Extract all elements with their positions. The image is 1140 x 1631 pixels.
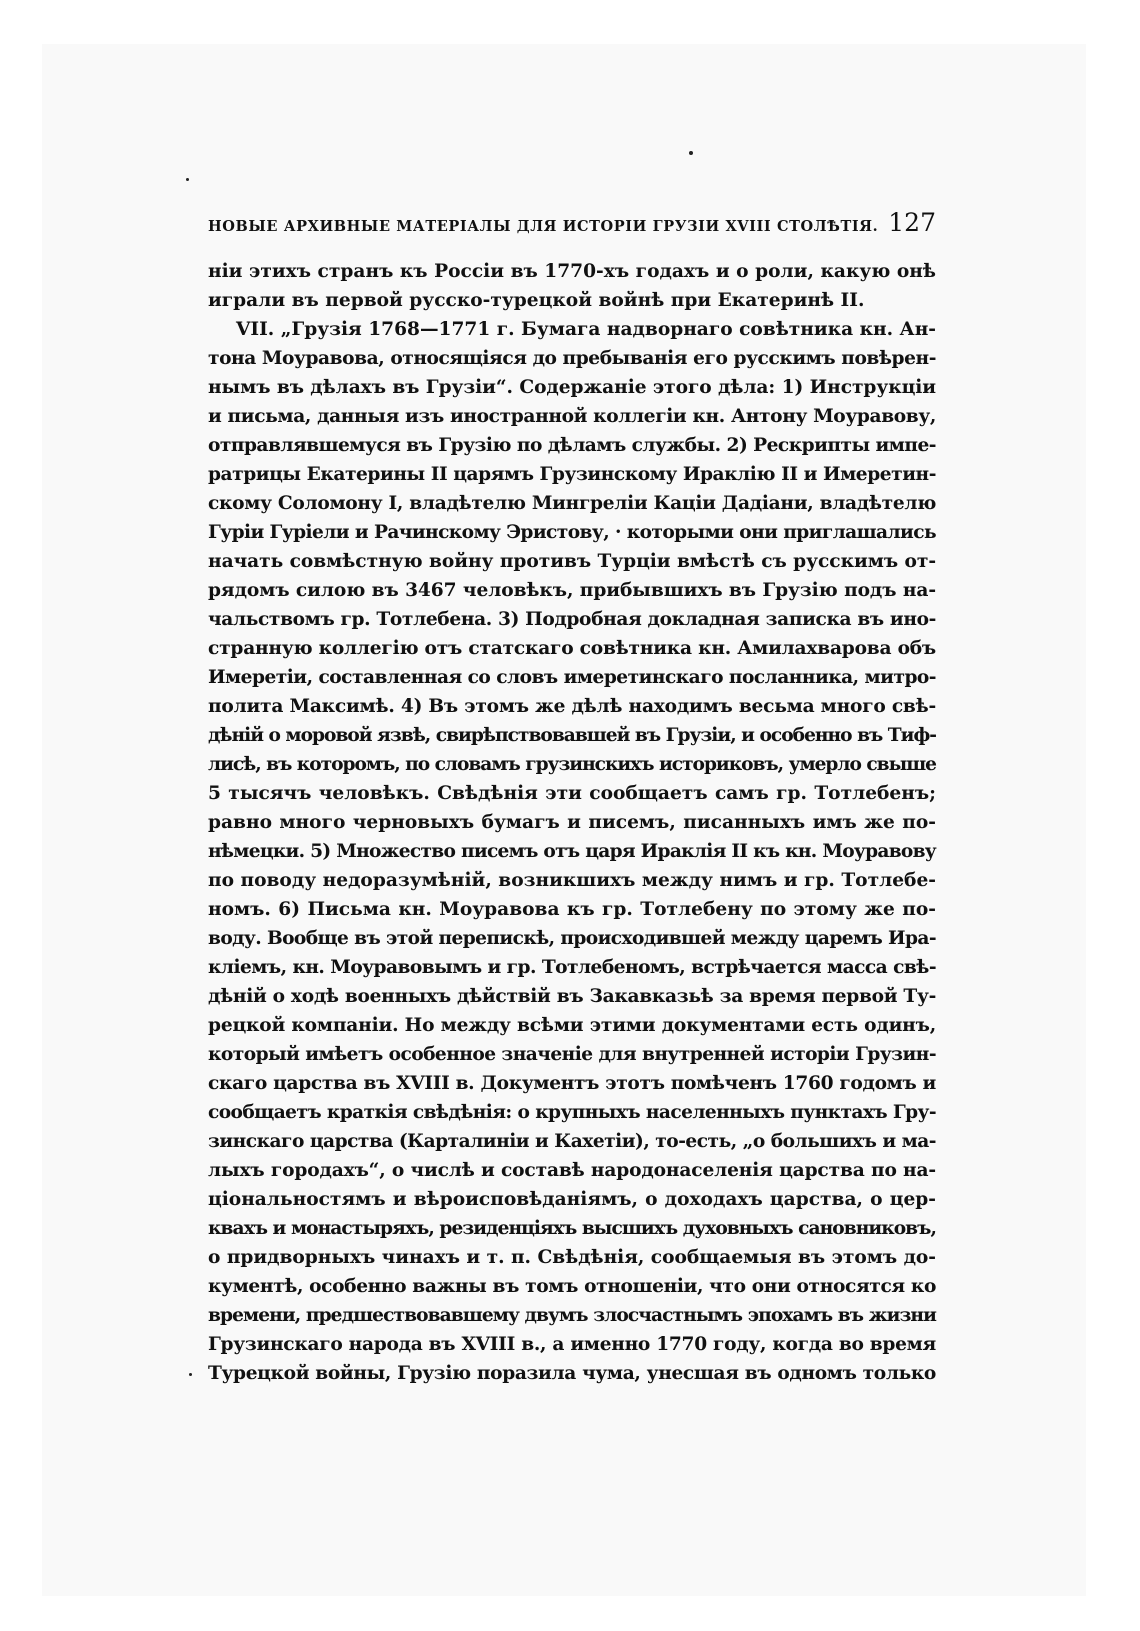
text-line: сообщаетъ краткія свѣдѣнія: о крупныхъ населенныхъ пунктахъ Гру- <box>208 1102 936 1123</box>
text-line: нѣмецки. 5) Множество писемъ отъ царя Ираклія II къ кн. Моуравову <box>208 841 936 862</box>
text-line: играли въ первой русско-турецкой войнѣ при Екатеринѣ II. <box>208 290 865 311</box>
text-line: который имѣетъ особенное значеніе для внутренней исторіи Грузин- <box>208 1044 936 1065</box>
running-title: НОВЫЕ АРХИВНЫЕ МАТЕРІАЛЫ ДЛЯ ИСТОРІИ ГРУЗІИ XVIII СТОЛѢТІЯ. <box>208 218 879 235</box>
text-line: времени, предшествовавшему двумъ злосчастнымъ эпохамъ въ жизни <box>208 1305 936 1326</box>
body-text <box>208 257 936 1388</box>
text-line: зинскаго царства (Карталиніи и Кахетіи), то-есть, „о большихъ и ма- <box>208 1131 936 1152</box>
text-line: Гуріи Гуріели и Рачинскому Эристову, · которыми они приглашались <box>208 522 936 543</box>
text-line: странную коллегію отъ статскаго совѣтника кн. Амилахварова объ <box>208 638 936 659</box>
text-line: и письма, данныя изъ иностранной коллегіи кн. Антону Моуравову, <box>208 406 936 427</box>
text-line: ніи этихъ странъ къ Россіи въ 1770-хъ годахъ и о роли, какую онѣ <box>208 261 936 282</box>
text-line: нымъ въ дѣлахъ въ Грузіи“. Содержаніе этого дѣла: 1) Инструкціи <box>208 377 936 398</box>
text-line: лисѣ, въ которомъ, по словамъ грузинскихъ историковъ, умерло свыше <box>208 754 936 775</box>
text-line: кліемъ, кн. Моуравовымъ и гр. Тотлебеномъ, встрѣчается масса свѣ- <box>208 957 936 978</box>
text-line: отправлявшемуся въ Грузію по дѣламъ службы. 2) Рескрипты импе- <box>208 435 936 456</box>
text-line: рецкой компаніи. Но между всѣми этими документами есть одинъ, <box>208 1015 936 1036</box>
text-line: начать совмѣстную войну противъ Турціи вмѣстѣ съ русскимъ от- <box>208 551 936 572</box>
text-line: равно много черновыхъ бумагъ и писемъ, писанныхъ имъ же по- <box>208 812 936 833</box>
text-line: скому Соломону I, владѣтелю Мингреліи Каціи Дадіани, владѣтелю <box>208 493 936 514</box>
text-line: квахъ и монастыряхъ, резиденціяхъ высшихъ духовныхъ сановниковъ, <box>208 1218 936 1239</box>
page-number: 127 <box>888 208 936 237</box>
text-line: дѣній о ходѣ военныхъ дѣйствій въ Закавказьѣ за время первой Ту- <box>208 986 936 1007</box>
text-line: лыхъ городахъ“, о числѣ и составѣ народонаселенія царства по на- <box>208 1160 936 1181</box>
text-line: VII. „Грузія 1768—1771 г. Бумага надворнаго совѣтника кн. Ан- <box>236 319 936 340</box>
text-line: Турецкой войны, Грузію поразила чума, унесшая въ одномъ только <box>208 1363 936 1384</box>
text-line: Имеретіи, составленная со словъ имеретинскаго посланника, митро- <box>208 667 936 688</box>
text-line: дѣній о моровой язвѣ, свирѣпствовавшей въ Грузіи, и особенно въ Тиф- <box>208 725 936 746</box>
text-line: ціональностямъ и вѣроисповѣданіямъ, о доходахъ царства, о цер- <box>208 1189 936 1210</box>
text-line: Грузинскаго народа въ XVIII в., а именно 1770 году, когда во время <box>208 1334 936 1355</box>
text-line: по поводу недоразумѣній, возникшихъ между нимъ и гр. Тотлебе- <box>208 870 936 891</box>
text-line: ратрицы Екатерины II царямъ Грузинскому Ираклію II и Имеретин- <box>208 464 936 485</box>
text-line: воду. Вообще въ этой перепискѣ, происходившей между царемъ Ира- <box>208 928 936 949</box>
text-line: чальствомъ гр. Тотлебена. 3) Подробная докладная записка въ ино- <box>208 609 936 630</box>
text-line: номъ. 6) Письма кн. Моуравова къ гр. Тотлебену по этому же по- <box>208 899 936 920</box>
text-line: тона Моуравова, относящіяся до пребыванія его русскимъ повѣрен- <box>208 348 936 369</box>
text-line: полита Максимѣ. 4) Въ этомъ же дѣлѣ находимъ весьма много свѣ- <box>208 696 936 717</box>
scan-speck-bottom-left <box>189 1373 192 1376</box>
text-line: рядомъ силою въ 3467 человѣкъ, прибывшихъ въ Грузію подъ на- <box>208 580 936 601</box>
scan-speck-left <box>186 178 189 181</box>
text-line: о придворныхъ чинахъ и т. п. Свѣдѣнія, сообщаемыя въ этомъ до- <box>208 1247 936 1268</box>
scan-speck-top <box>689 151 693 155</box>
text-line: 5 тысячъ человѣкъ. Свѣдѣнія эти сообщаетъ самъ гр. Тотлебенъ; <box>208 783 936 804</box>
text-line: кументѣ, особенно важны въ томъ отношеніи, что они относятся ко <box>208 1276 936 1297</box>
page-header <box>208 208 936 244</box>
text-line: скаго царства въ XVIII в. Документъ этотъ помѣченъ 1760 годомъ и <box>208 1073 936 1094</box>
